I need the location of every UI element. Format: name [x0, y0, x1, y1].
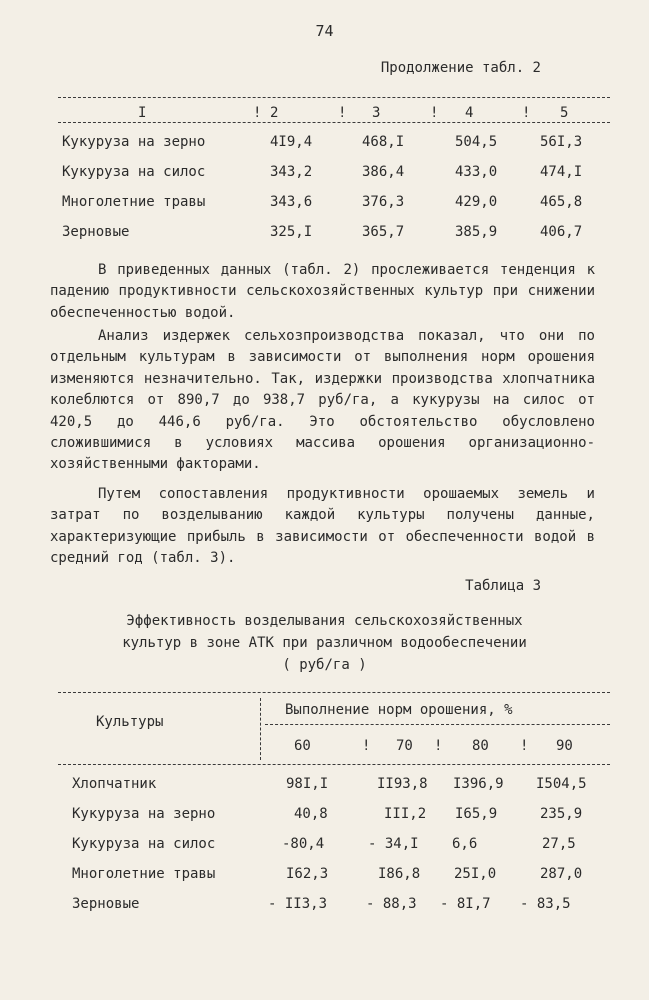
table3-row-label: Зерновые	[72, 896, 140, 912]
table3-cell: -80,4	[282, 836, 325, 852]
table3-cell: 27,5	[542, 836, 576, 852]
table3-header-separator: !	[434, 738, 443, 754]
table3-cell: - 88,3	[366, 896, 417, 912]
table2-cell: 465,8	[540, 194, 583, 210]
table3-cell: - II3,3	[268, 896, 328, 912]
table2-cell: 474,I	[540, 164, 583, 180]
table3-top-rule	[58, 692, 610, 693]
table3-row-label: Многолетние травы	[72, 866, 216, 882]
table3-label: Таблица 3	[465, 578, 541, 594]
table3-cell: 6,6	[452, 836, 478, 852]
table2-cell: 429,0	[455, 194, 498, 210]
table3-cell: 235,9	[540, 806, 583, 822]
table3-header-separator: !	[520, 738, 529, 754]
table3-cell: II93,8	[377, 776, 428, 792]
table2-cell: 406,7	[540, 224, 583, 240]
table3-cell: I65,9	[455, 806, 498, 822]
table3-row-label: Кукуруза на зерно	[72, 806, 216, 822]
table2-cell: 504,5	[455, 134, 498, 150]
table2-header-col1: I	[138, 105, 147, 121]
table3-col-header: 60	[294, 738, 311, 754]
table3-cell: - 83,5	[520, 896, 571, 912]
table2-header-separator: !	[430, 105, 439, 121]
table3-group-header: Выполнение норм орошения, %	[285, 702, 513, 718]
table2-header-col3: 3	[372, 105, 381, 121]
table3-cell: I504,5	[536, 776, 587, 792]
table2-cell: 468,I	[362, 134, 405, 150]
table2-row-label: Кукуруза на силос	[62, 164, 206, 180]
table2-cell: 433,0	[455, 164, 498, 180]
table3-title-line: ( руб/га )	[282, 657, 367, 673]
table3-col-header: 90	[556, 738, 573, 754]
table3-cell: 40,8	[294, 806, 328, 822]
table2-row-label: Кукуруза на зерно	[62, 134, 206, 150]
table3-col-header: 80	[472, 738, 489, 754]
body-paragraph-2: Анализ издержек сельхозпроизводства показал, что они по отдельным культурам в зависимости от выполнения норм орошения изменяются незначительно. Так, издержки производства хлопчатника колеблются от 890,7 до 938,7 руб/га, а кукурузы на силос от 420,5 до 446,6 руб/га. Это обстоятельство обусловлено сложившимися в условиях массива орошения организационно-хозяйственными факторами.	[50, 328, 595, 473]
table3-cell: - 8I,7	[440, 896, 491, 912]
table2-cell: 365,7	[362, 224, 405, 240]
table2-header-rule	[58, 122, 610, 123]
table3-cell: I62,3	[286, 866, 329, 882]
page-number: 74	[315, 22, 334, 40]
body-paragraph-3: Путем сопоставления продуктивности орошаемых земель и затрат по возделыванию каждой культуры получены данные, характеризующие прибыль в зависимости от обеспеченности водой в средний год (табл. 3).	[50, 486, 595, 567]
table2-cell: 343,6	[270, 194, 313, 210]
body-paragraph-1: В приведенных данных (табл. 2) прослеживается тенденция к падению продуктивности сельскохозяйственных культур при снижении обеспеченностью водой.	[50, 262, 595, 321]
table2-header-col4: 4	[465, 105, 474, 121]
table3-cell: III,2	[384, 806, 427, 822]
table3-title-line: культур в зоне АТК при различном водообеспечении	[122, 635, 527, 651]
table2-header-col5: 5	[560, 105, 569, 121]
table2-top-rule	[58, 97, 610, 98]
table2-cell: 325,I	[270, 224, 313, 240]
table2-row-label: Многолетние травы	[62, 194, 206, 210]
table2-cell: 4I9,4	[270, 134, 313, 150]
table3-title-line: Эффективность возделывания сельскохозяйственных	[126, 613, 523, 629]
table3-cell: I86,8	[378, 866, 421, 882]
table3-crops-header: Культуры	[96, 714, 164, 730]
table2-cell: 386,4	[362, 164, 405, 180]
table3-col-header: 70	[396, 738, 413, 754]
table3-cell: I396,9	[453, 776, 504, 792]
table3-row-label: Хлопчатник	[72, 776, 157, 792]
table2-header-separator: !	[522, 105, 531, 121]
table2-cell: 56I,3	[540, 134, 583, 150]
table2-header-separator: !	[338, 105, 347, 121]
table2-header-separator: !	[253, 105, 262, 121]
table2-cell: 343,2	[270, 164, 313, 180]
table3-group-rule	[265, 724, 610, 725]
table3-header-rule	[58, 764, 610, 765]
table3-header-divider	[260, 698, 261, 760]
table2-header-col2: 2	[270, 105, 279, 121]
table3-row-label: Кукуруза на силос	[72, 836, 216, 852]
table3-header-separator: !	[362, 738, 371, 754]
table3-cell: 98I,I	[286, 776, 329, 792]
table3-cell: 287,0	[540, 866, 583, 882]
table3-cell: 25I,0	[454, 866, 497, 882]
table3-cell: - 34,I	[368, 836, 419, 852]
table2-cell: 385,9	[455, 224, 498, 240]
table2-row-label: Зерновые	[62, 224, 130, 240]
table2-cell: 376,3	[362, 194, 405, 210]
table-continuation-label: Продолжение табл. 2	[380, 60, 541, 76]
